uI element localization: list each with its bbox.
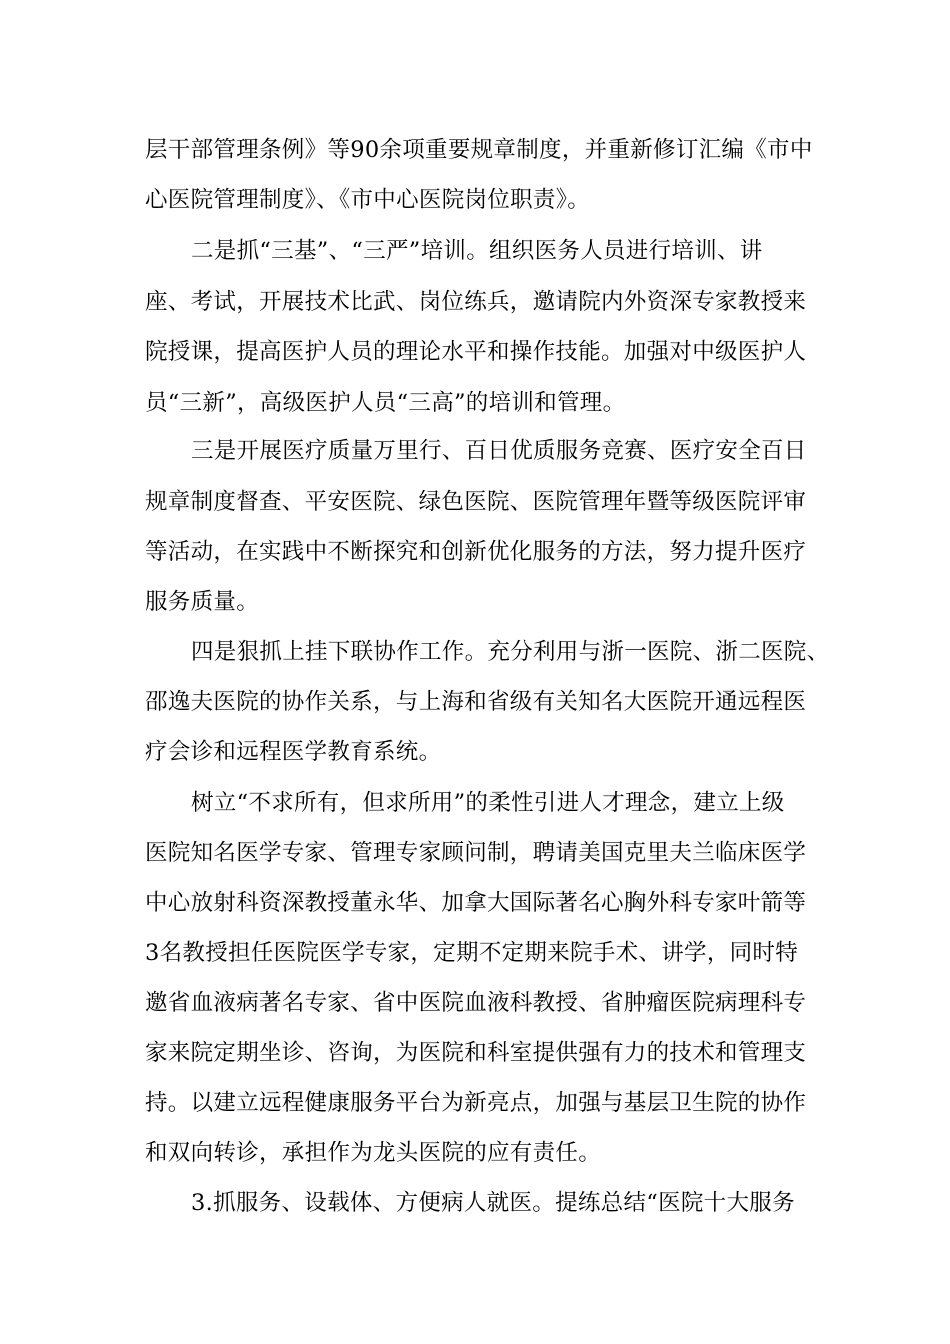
text-line: 层干部管理条例》等90余项重要规章制度，并重新修订汇编《市中 xyxy=(145,137,813,163)
paragraph-first-line: 三是开展医疗质量万里行、百日优质服务竞赛、医疗安全百日 xyxy=(191,438,807,464)
text-line: 疗会诊和远程医学教育系统。 xyxy=(145,739,442,765)
text-line: 等活动，在实践中不断探究和创新优化服务的方法，努力提升医疗 xyxy=(145,539,807,565)
text-line: 3名教授担任医院医学专家，定期不定期来院手术、讲学，同时特 xyxy=(145,940,799,966)
text-line: 持。以建立远程健康服务平台为新亮点，加强与基层卫生院的协作 xyxy=(145,1090,807,1116)
paragraph-first-line: 四是狠抓上挂下联协作工作。充分利用与浙一医院、浙二医院、 xyxy=(191,639,830,665)
text-line: 心医院管理制度》、《市中心医院岗位职责》。 xyxy=(145,187,591,213)
paragraph-first-line: 树立“不求所有，但求所用”的柔性引进人才理念，建立上级 xyxy=(191,790,785,816)
text-line: 院授课，提高医护人员的理论水平和操作技能。加强对中级医护人 xyxy=(145,339,807,365)
text-line: 家来院定期坐诊、咨询，为医院和科室提供强有力的技术和管理支 xyxy=(145,1040,807,1066)
text-line: 邵逸夫医院的协作关系，与上海和省级有关知名大医院开通远程医 xyxy=(145,689,807,715)
text-line: 规章制度督查、平安医院、绿色医院、医院管理年暨等级医院评审 xyxy=(145,489,807,515)
text-line: 医院知名医学专家、管理专家顾问制，聘请美国克里夫兰临床医学 xyxy=(145,840,807,866)
paragraph-first-line: 二是抓“三基”、“三严”培训。组织医务人员进行培训、讲 xyxy=(191,238,763,264)
text-line: 中心放射科资深教授董永华、加拿大国际著名心胸外科专家叶箭等 xyxy=(145,890,807,916)
text-line: 员“三新”，高级医护人员“三高”的培训和管理。 xyxy=(145,390,626,416)
text-line: 和双向转诊，承担作为龙头医院的应有责任。 xyxy=(145,1140,602,1166)
paragraph-first-line: 3.抓服务、设载体、方便病人就医。提练总结“医院十大服务 xyxy=(191,1190,795,1216)
text-line: 座、考试，开展技术比武、岗位练兵，邀请院内外资深专家教授来 xyxy=(145,289,807,315)
text-line: 服务质量。 xyxy=(145,589,260,615)
text-line: 邀省血液病著名专家、省中医院血液科教授、省肿瘤医院病理科专 xyxy=(145,990,807,1016)
